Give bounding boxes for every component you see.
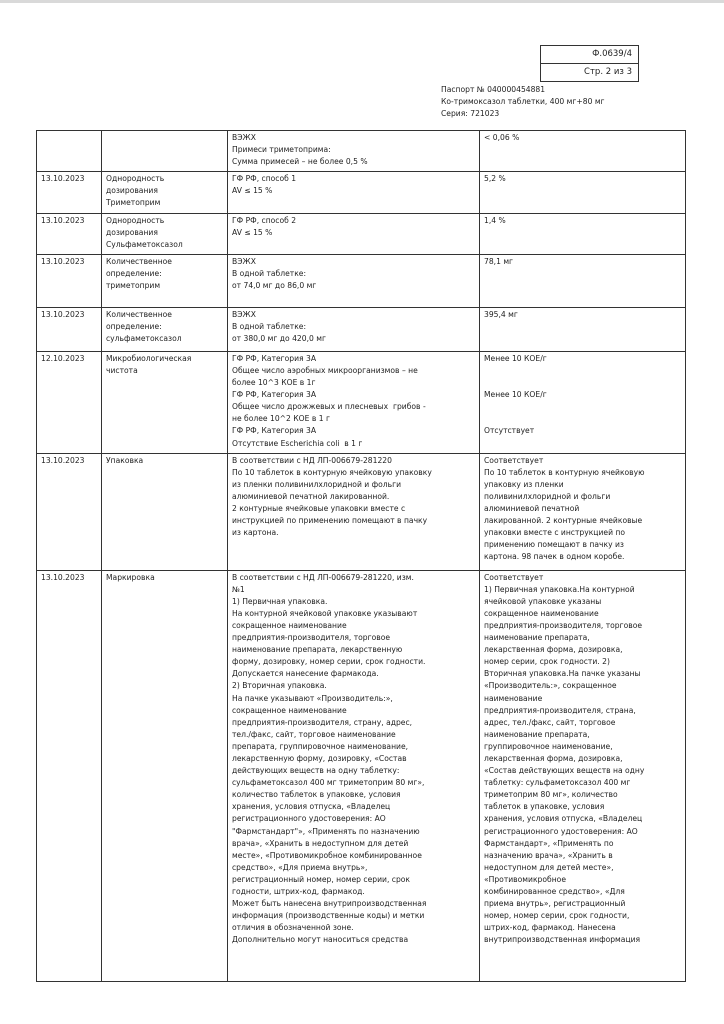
date-cell: 13.10.2023 xyxy=(37,254,102,307)
text-line: сокращенное наименование xyxy=(232,705,347,715)
text-line: упаковки вместе с инструкцией по xyxy=(484,528,626,538)
table-row xyxy=(37,213,686,254)
text-line: тел./факс, сайт, торговое наименование xyxy=(232,729,396,739)
test-name-cell xyxy=(102,351,228,453)
text-line: наименование препарата, xyxy=(484,729,590,739)
result-cell xyxy=(480,307,686,351)
text-line: адрес, тел./факс, сайт, торговое xyxy=(484,717,616,727)
text-line: предприятия-производителя, торговое xyxy=(484,620,643,630)
text-line: лекарственная форма, дозировка, xyxy=(484,754,623,763)
date-cell: 13.10.2023 xyxy=(37,307,102,351)
text-line: хранения, условия отпуска, «Владелец xyxy=(484,814,643,824)
specification-cell xyxy=(228,254,480,307)
text-line: Соответствует xyxy=(484,572,544,582)
text-line: средство», «Для приема внутрь», xyxy=(232,862,368,872)
text-line: В соответствии с НД ЛП-006679-281220 xyxy=(232,455,392,465)
specification-cell xyxy=(228,453,480,570)
text-line: внутрипроизводственная информация xyxy=(484,935,641,945)
test-results-table xyxy=(36,130,686,982)
text-line: По 10 таблеток в контурную ячейковую упаковку xyxy=(232,467,432,477)
text-line: 395,4 мг xyxy=(484,309,518,319)
text-line: Общее число аэробных микроорганизмов – не xyxy=(232,365,418,375)
text-line: препарата, группировочное наименование, xyxy=(232,741,409,751)
text-line: лекарственную форму, дозировку, «Состав xyxy=(232,754,407,763)
text-line: Может быть нанесена внутрипроизводственная xyxy=(232,899,427,909)
text-line: комбинированное средство», «Для xyxy=(484,887,625,897)
text-line: предприятия-производителя, страну, адрес, xyxy=(232,717,413,727)
text-line: триметоприм 80 мг», количество xyxy=(484,790,618,800)
result-cell xyxy=(480,213,686,254)
specification-cell xyxy=(228,570,480,981)
text-line: предприятия-производителя, страна, xyxy=(484,705,636,715)
text-line xyxy=(484,413,681,425)
text-line xyxy=(484,401,681,413)
text-line: приема внутрь», регистрационный xyxy=(484,899,626,909)
test-name-cell xyxy=(102,213,228,254)
specification-cell xyxy=(228,131,480,172)
text-line: картона. 98 пачек в одном коробе. xyxy=(484,552,625,562)
page-number: Стр. 2 из 3 xyxy=(541,63,638,81)
text-line: Соответствует xyxy=(484,455,544,465)
text-line: Фармстандарт», «Применять по xyxy=(484,838,614,848)
result-cell xyxy=(480,254,686,307)
text-line: 1) Первичная упаковка.На контурной xyxy=(484,584,635,594)
text-line: В соответствии с НД ЛП-006679-281220, изм. xyxy=(232,572,414,582)
text-line: Отсутствие Escherichia coli в 1 г xyxy=(232,438,363,448)
table-row xyxy=(37,254,686,307)
text-line: Менее 10 КОЕ/г xyxy=(484,390,547,400)
text-line: ГФ РФ, способ 1 xyxy=(232,174,297,184)
test-name-cell xyxy=(102,570,228,981)
text-line: из картона. xyxy=(232,528,279,538)
result-cell xyxy=(480,172,686,213)
text-line: сокращенное наименование xyxy=(232,620,347,630)
text-line: < 0,06 % xyxy=(484,133,520,142)
text-line: врача», «Хранить в недоступном для детей xyxy=(232,838,409,848)
text-line: упаковку из пленки xyxy=(484,479,564,489)
text-line: годности, штрих-код, фармакод. xyxy=(232,887,365,897)
text-line: определение: xyxy=(106,268,162,278)
text-line: из пленки поливинилхлоридной и фольги xyxy=(232,479,402,489)
series-number: Серия: 721023 xyxy=(441,109,500,118)
text-line: На контурной ячейковой упаковке указывают xyxy=(232,608,418,618)
text-line: ГФ РФ, Категория 3А xyxy=(232,353,317,363)
table-row xyxy=(37,131,686,172)
test-name-cell xyxy=(102,307,228,351)
text-line: чистота xyxy=(106,365,138,375)
text-line: количество таблеток в упаковке, условия xyxy=(232,790,401,800)
text-line: Однородность xyxy=(106,174,165,184)
text-line: "Фармстандарт"», «Применять по назначению xyxy=(232,826,420,836)
text-line: Вторичная упаковка.На пачке указаны xyxy=(484,669,641,679)
text-line: сульфаметоксазол xyxy=(106,334,182,344)
text-line: Общее число дрожжевых и плесневых грибов - xyxy=(232,402,426,412)
text-line: более 10^3 КОЕ в 1г xyxy=(232,378,316,388)
text-line: Сульфаметоксазол xyxy=(106,239,183,249)
text-line: наименование xyxy=(484,693,543,703)
test-name-cell xyxy=(102,254,228,307)
test-name-cell xyxy=(102,131,228,172)
table-row xyxy=(37,453,686,570)
text-line: Микробиологическая xyxy=(106,353,192,363)
text-line: Менее 10 КОЕ/г xyxy=(484,353,547,363)
table-row xyxy=(37,307,686,351)
form-code-box xyxy=(540,45,639,82)
text-line: ВЭЖХ xyxy=(232,256,256,266)
date-cell xyxy=(37,131,102,172)
text-line: регистрационного удостоверения: АО xyxy=(484,826,638,836)
text-line: Количественное xyxy=(106,256,172,266)
text-line: В одной таблетке: xyxy=(232,321,307,331)
text-line: Отсутствует xyxy=(484,426,535,436)
text-line: регистрационного удостоверения: АО xyxy=(232,814,386,824)
text-line: 1,4 % xyxy=(484,215,506,225)
text-line: ГФ РФ, способ 2 xyxy=(232,215,297,225)
text-line: сульфаметоксазол 400 мг триметоприм 80 мг», xyxy=(232,778,425,788)
form-code: Ф.0639/4 xyxy=(592,49,632,59)
text-line: отличия в обозначенной зоне. xyxy=(232,923,354,933)
text-line: информация (производственные коды) и метки xyxy=(232,911,425,921)
text-line: группировочное наименование, xyxy=(484,741,613,751)
text-line: хранения, условия отпуска, «Владелец xyxy=(232,802,391,812)
text-line: AV ≤ 15 % xyxy=(232,227,273,237)
text-line: от 74,0 мг до 86,0 мг xyxy=(232,281,317,291)
text-line: №1 xyxy=(232,584,245,594)
date-cell: 13.10.2023 xyxy=(37,570,102,981)
text-line: Примеси триметоприма: xyxy=(232,145,331,155)
text-line: алюминиевой печатной xyxy=(484,503,580,513)
specification-cell xyxy=(228,307,480,351)
result-cell xyxy=(480,453,686,570)
text-line: не более 10^2 КОЕ в 1 г xyxy=(232,414,330,424)
text-line: недоступном для детей месте», xyxy=(484,862,614,872)
text-line: 2) Вторичная упаковка. xyxy=(232,681,327,691)
text-line: дозирования xyxy=(106,227,158,237)
text-line: таблетку: сульфаметоксазол 400 мг xyxy=(484,778,631,788)
result-cell xyxy=(480,351,686,453)
passport-number: Паспорт № 040000454881 xyxy=(441,85,546,94)
date-cell: 12.10.2023 xyxy=(37,351,102,453)
text-line: ВЭЖХ xyxy=(232,309,256,319)
table-row xyxy=(37,172,686,213)
text-line: Дополнительно могут наноситься средства xyxy=(232,935,409,945)
text-line: Упаковка xyxy=(106,455,144,465)
text-line: регистрационный номер, номер серии, срок xyxy=(232,874,411,884)
text-line: «Производитель:», сокращенное xyxy=(484,681,617,691)
text-line: 5,2 % xyxy=(484,174,506,184)
text-line: определение: xyxy=(106,321,162,331)
text-line: В одной таблетке: xyxy=(232,268,307,278)
text-line: таблеток в упаковке, условия xyxy=(484,802,605,812)
text-line: алюминиевой печатной лакированной. xyxy=(232,491,390,501)
specification-cell xyxy=(228,213,480,254)
text-line: 78,1 мг xyxy=(484,256,514,266)
text-line: от 380,0 мг до 420,0 мг xyxy=(232,334,326,344)
text-line: номер, номер серии, срок годности, xyxy=(484,911,630,921)
text-line: AV ≤ 15 % xyxy=(232,186,273,196)
specification-cell xyxy=(228,351,480,453)
text-line: «Состав действующих веществ на одну xyxy=(484,766,645,776)
text-line: Маркировка xyxy=(106,572,155,582)
text-line: штрих-код, фармакод. Нанесена xyxy=(484,923,616,933)
text-line: поливинилхлоридной и фольги xyxy=(484,491,611,501)
text-line: На пачке указывают «Производитель:», xyxy=(232,693,393,703)
text-line: По 10 таблеток в контурную ячейковую xyxy=(484,467,645,477)
text-line: назначению врача», «Хранить в xyxy=(484,850,613,860)
text-line xyxy=(484,377,681,389)
text-line: инструкцией по применению помещают в пачку xyxy=(232,516,428,526)
text-line: сокращенное наименование xyxy=(484,608,599,618)
product-name: Ко-тримоксазол таблетки, 400 мг+80 мг xyxy=(441,97,605,106)
passport-header xyxy=(441,84,605,120)
text-line: ячейковой упаковке указаны xyxy=(484,596,602,606)
text-line: месте», «Противомикробное комбинированное xyxy=(232,850,422,860)
table-row xyxy=(37,570,686,981)
text-line: применению помещают в пачку из xyxy=(484,540,624,550)
text-line: лекарственная форма, дозировка, xyxy=(484,645,623,655)
text-line: лакированной. 2 контурные ячейковые xyxy=(484,516,643,526)
date-cell: 13.10.2023 xyxy=(37,453,102,570)
table-row xyxy=(37,351,686,453)
text-line: 1) Первичная упаковка. xyxy=(232,596,328,606)
date-cell: 13.10.2023 xyxy=(37,213,102,254)
text-line: Допускается нанесение фармакода. xyxy=(232,669,379,679)
text-line: ГФ РФ, Категория 3А xyxy=(232,426,317,436)
text-line: дозирования xyxy=(106,186,158,196)
result-cell xyxy=(480,131,686,172)
text-line: номер серии, срок годности. 2) xyxy=(484,657,610,667)
test-name-cell xyxy=(102,172,228,213)
text-line: наименование препарата, лекарственную xyxy=(232,645,403,655)
text-line: Сумма примесей – не более 0,5 % xyxy=(232,157,368,167)
text-line: 2 контурные ячейковые упаковки вместе с xyxy=(232,503,406,513)
text-line: триметоприм xyxy=(106,281,161,291)
specification-cell xyxy=(228,172,480,213)
text-line: Однородность xyxy=(106,215,165,225)
date-cell: 13.10.2023 xyxy=(37,172,102,213)
test-name-cell xyxy=(102,453,228,570)
text-line: действующих веществ на одну таблетку: xyxy=(232,766,400,776)
text-line xyxy=(484,365,681,377)
result-cell xyxy=(480,570,686,981)
text-line: «Противомикробное xyxy=(484,874,566,884)
text-line: Количественное xyxy=(106,309,172,319)
text-line: ВЭЖХ xyxy=(232,133,256,142)
text-line: форму, дозировку, номер серии, срок годности. xyxy=(232,657,426,667)
text-line: наименование препарата, xyxy=(484,633,590,643)
text-line: предприятия-производителя, торговое xyxy=(232,633,391,643)
scan-edge xyxy=(0,0,724,3)
text-line: ГФ РФ, Категория 3А xyxy=(232,390,317,400)
text-line: Триметоприм xyxy=(106,198,161,208)
